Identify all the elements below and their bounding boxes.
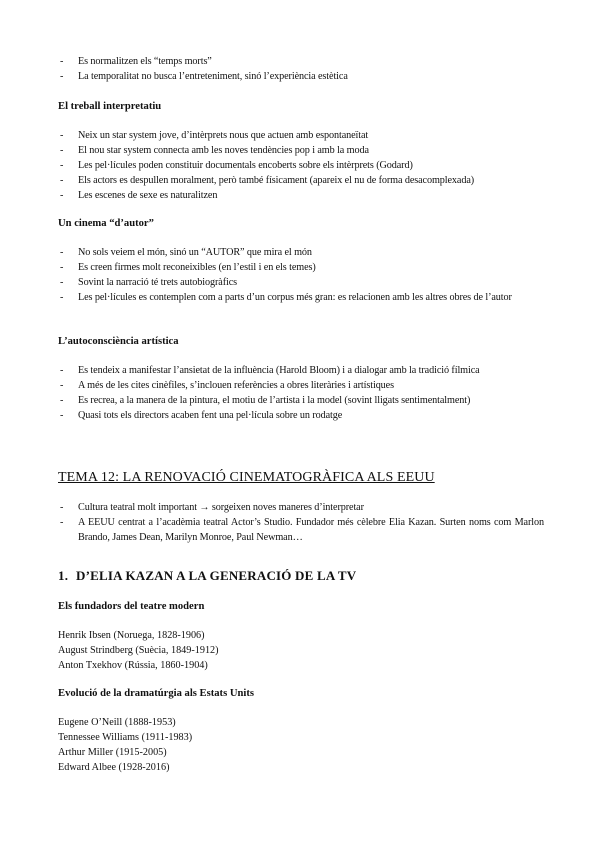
dramaturgia-heading: Evolució de la dramatúrgia als Estats Units: [58, 688, 254, 699]
intro-list: [58, 54, 544, 84]
autor-list: [58, 245, 544, 305]
list-item: - Els actors es despullen moralment, però també físicament (apareix el nu de forma desacomplexada): [58, 173, 544, 188]
text-line: Henrik Ibsen (Noruega, 1828-1906): [58, 630, 205, 641]
section-heading: [58, 567, 544, 585]
list-item: - Les escenes de sexe es naturalitzen: [58, 188, 544, 203]
fundadors-lines: [58, 628, 544, 673]
fundadors-heading: Els fundadors del teatre modern: [58, 601, 205, 612]
text-line: Tennessee Williams (1911-1983): [58, 732, 193, 743]
list-item: - La temporalitat no busca l’entreteniment, sinó l’experiència estètica: [58, 69, 544, 84]
text-line: Anton Txekhov (Rússia, 1860-1904): [58, 660, 208, 671]
autoconsciencia-heading: L’autoconsciència artística: [58, 336, 179, 347]
list-item: - Neix un star system jove, d’intèrprets nous que actuen amb espontaneïtat: [58, 128, 544, 143]
list-item: - Cultura teatral molt important → sorgeixen noves maneres d’interpretar: [58, 500, 544, 515]
list-item: - Es normalitzen els “temps morts”: [58, 54, 544, 69]
list-item: - Les pel·lícules poden constituir documentals encoberts sobre els intèrprets (Godard): [58, 158, 544, 173]
tema-title: TEMA 12: LA RENOVACIÓ CINEMATOGRÀFICA ALS EEUU: [58, 470, 435, 485]
list-item: - Es creen firmes molt reconeixibles (en l’estil i en els temes): [58, 260, 544, 275]
list-item: - Quasi tots els directors acaben fent una pel·lícula sobre un rodatge: [58, 408, 544, 423]
autor-heading: Un cinema “d’autor”: [58, 218, 154, 229]
list-item: - Les pel·lícules es contemplen com a parts d’un corpus més gran: es relacionen amb les altres obres de l’autor: [58, 290, 544, 305]
autoconsciencia-list-block: [58, 363, 544, 423]
treball-list-block: [58, 128, 544, 203]
section-title: D’ELIA KAZAN A LA GENERACIÓ DE LA TV: [76, 568, 357, 583]
list-item: - No sols veiem el món, sinó un “AUTOR” que mira el món: [58, 245, 544, 260]
intro-list-block: [58, 54, 544, 84]
autor-list-block: [58, 245, 544, 305]
list-item: - Sovint la narració té trets autobiogràfics: [58, 275, 544, 290]
treball-list: [58, 128, 544, 203]
list-item: - Es recrea, a la manera de la pintura, el motiu de l’artista i la model (sovint lligats sentimentalment): [58, 393, 544, 408]
text-line: Arthur Miller (1915-2005): [58, 747, 167, 758]
tema-list: [58, 500, 544, 545]
list-item: - A més de les cites cinèfiles, s’inclouen referències a obres literàries i artístiques: [58, 378, 544, 393]
list-item: - A EEUU centrat a l’acadèmia teatral Actor’s Studio. Fundador més cèlebre Elia Kazan. Surten noms com Marlon Brando, James Dean, Marilyn Monroe, Paul Newman…: [58, 515, 544, 545]
list-item: - Es tendeix a manifestar l’ansietat de la influència (Harold Bloom) i a dialogar amb la tradició fílmica: [58, 363, 544, 378]
section-number: 1.: [58, 568, 69, 583]
text-line: Eugene O’Neill (1888-1953): [58, 717, 176, 728]
text-line: Edward Albee (1928-2016): [58, 762, 170, 773]
dramaturgia-lines: [58, 715, 544, 775]
list-item: - El nou star system connecta amb les noves tendències pop i amb la moda: [58, 143, 544, 158]
autoconsciencia-list: [58, 363, 544, 423]
treball-heading: El treball interpretatiu: [58, 101, 162, 112]
tema-list-block: [58, 500, 544, 545]
text-line: August Strindberg (Suècia, 1849-1912): [58, 645, 219, 656]
